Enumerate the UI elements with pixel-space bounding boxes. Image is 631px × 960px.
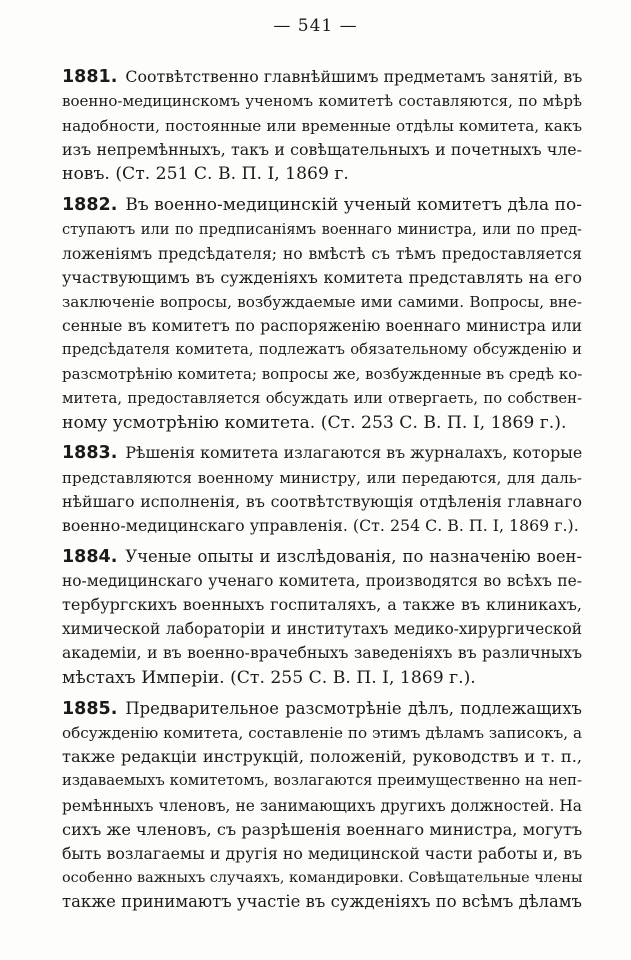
- article-1885-line-7: быть возлагаемы и другія но медицинской части работы и, въ: [62, 844, 583, 863]
- article-1881-line-4: изъ непремѣнныхъ, такъ и совѣщательныхъ и почетныхъ чле-: [62, 140, 582, 159]
- article-number: 1884.: [62, 547, 118, 567]
- page-number: — 541 —: [273, 16, 358, 36]
- article-1885-line-8: особенно важныхъ случаяхъ, командировки. Совѣщательные члены: [62, 870, 583, 886]
- article-1885-line-5: ремѣнныхъ членовъ, не занимающихъ другихъ должностей. На: [62, 797, 582, 815]
- article-1881-line-3: надобности, постоянные или временные отдѣлы комитета, какъ: [62, 117, 582, 135]
- article-1885-line-6: сихъ же членовъ, съ разрѣшенія военнаго министра, могутъ: [62, 820, 583, 839]
- article-1883-line-3: нѣйшаго исполненія, въ соотвѣтствующія отдѣленія главнаго: [62, 492, 582, 511]
- article-1882-line-2: ступаютъ или по предписаніямъ военнаго министра, или по пред-: [62, 221, 582, 238]
- article-1882-line-4: участвующимъ въ сужденіяхъ комитета представлять на его: [62, 268, 582, 287]
- article-1885-line-4: издаваемыхъ комитетомъ, возлагаются преимущественно на неп-: [62, 772, 582, 789]
- article-number: 1881.: [62, 67, 118, 87]
- article-1882-line-10: ному усмотрѣнію комитета. (Ст. 253 С. В. П. I, 1869 г.).: [62, 413, 567, 433]
- article-1884-line-5: академіи, и въ военно-врачебныхъ заведеніяхъ въ различныхъ: [62, 644, 582, 662]
- article-1881-line-2: военно-медицинскомъ ученомъ комитетѣ составляются, по мѣрѣ: [62, 92, 582, 110]
- article-number: 1883.: [62, 443, 118, 463]
- article-1882-line-9: митета, предоставляется обсуждать или отвергаеть, по собствен-: [62, 390, 582, 407]
- article-1882-line-7: предсѣдателя комитета, подлежатъ обязательному обсужденію и: [62, 341, 582, 358]
- line-text: Соотвѣтственно главнѣйшимъ предметамъ занятій, въ: [125, 67, 583, 86]
- article-1883-line-2: представляются военному министру, или передаются, для даль-: [62, 469, 582, 487]
- article-1885-line-1: [62, 697, 582, 721]
- article-1885-line-2: обсужденію комитета, составленіе по этимъ дѣламъ записокъ, а: [62, 724, 582, 742]
- article-1884-line-3: тербургскихъ военныхъ госпиталяхъ, а также въ клиникахъ,: [62, 595, 582, 614]
- line-text: Въ военно-медицинскій ученый комитетъ дѣла по-: [125, 195, 582, 215]
- article-1881-line-5: новъ. (Ст. 251 С. В. П. I, 1869 г.: [62, 164, 349, 184]
- article-1885-line-9: также принимаютъ участіе въ сужденіяхъ по всѣмъ дѣламъ: [62, 892, 582, 911]
- article-1882-line-8: разсмотрѣнію комитета; вопросы же, возбужденные въ средѣ ко-: [62, 365, 583, 383]
- article-1883-line-1: [62, 441, 582, 465]
- line-text: Предварительное разсмотрѣніе дѣлъ, подлежащихъ: [125, 699, 582, 718]
- line-text: Рѣшенія комитета излагаются въ журналахъ, которые: [125, 443, 583, 462]
- article-1882-line-6: сенные въ комитетъ по распоряженію военнаго министра или: [62, 317, 582, 335]
- article-1884-line-2: но-медицинскаго ученаго комитета, производятся во всѣхъ пе-: [62, 572, 582, 590]
- article-1885-line-3: также редакціи инструкцій, положеній, руководствъ и т. п.,: [62, 747, 582, 766]
- article-1882-line-3: ложеніямъ предсѣдателя; но вмѣстѣ съ тѣмъ предоставляется: [62, 245, 582, 263]
- line-text: Ученые опыты и изслѣдованія, по назначенію воен-: [125, 547, 582, 566]
- article-1884-line-1: [62, 545, 582, 569]
- article-number: 1885.: [62, 699, 118, 719]
- article-1884-line-4: химической лабораторіи и институтахъ медико-хирургической: [62, 620, 582, 638]
- article-1882-line-5: заключеніе вопросы, возбуждаемые ими самими. Вопросы, внe-: [62, 293, 582, 311]
- article-1882-line-1: [62, 193, 582, 217]
- article-1881-line-1: [62, 65, 582, 89]
- article-1884-line-6: мѣстахъ Имперіи. (Ст. 255 С. В. П. I, 1869 г.).: [62, 668, 476, 688]
- article-1883-line-4: военно-медицинскаго управленія. (Ст. 254 С. В. П. I, 1869 г.).: [62, 516, 579, 535]
- article-number: 1882.: [62, 195, 118, 215]
